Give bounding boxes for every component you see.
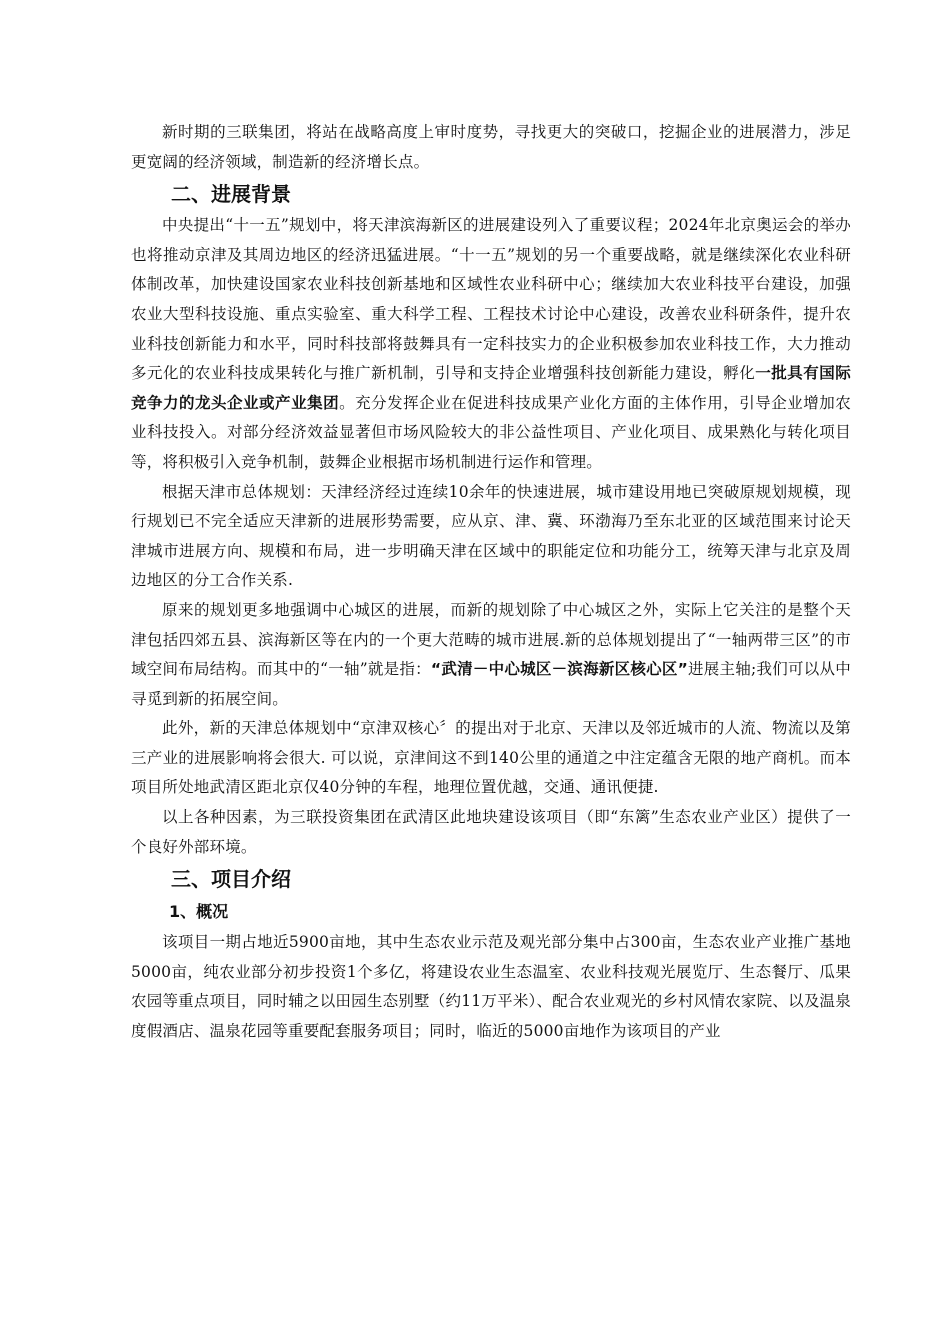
paragraph-intro-text: 新时期的三联集团，将站在战略高度上审时度势，寻找更大的突破口，挖掘企业的进展潜力，涉足更宽阔的经济领域，制造新的经济增长点。	[131, 123, 851, 171]
paragraph-environment-text: 以上各种因素，为三联投资集团在武清区此地块建设该项目（即“东篱”生态农业产业区）提供了一个良好外部环境。	[131, 808, 851, 856]
paragraph-background-policy-bold: 一批具有国际竞争力的龙头企业或产业集团	[131, 364, 851, 412]
paragraph-axis	[131, 596, 851, 714]
paragraph-overview-text: 该项目一期占地近5900亩地，其中生态农业示范及观光部分集中占300亩，生态农业产业推广基地5000亩，纯农业部分初步投资1个多亿，将建设农业生态温室、农业科技观光展览厅、生态餐厅、瓜果农园等重点项目，同时辅之以田园生态别墅（约11万平米）、配合农业观光的乡村风情农家院、以及温泉度假酒店、温泉花园等重要配套服务项目；同时，临近的5000亩地作为该项目的产业	[131, 933, 851, 1041]
paragraph-environment	[131, 803, 851, 862]
paragraph-tianjin-plan-text: 根据天津市总体规划：天津经济经过连续10余年的快速进展，城市建设用地已突破原规划规模，现行规划已不完全适应天津新的进展形势需要，应从京、津、冀、环渤海乃至东北亚的区域范围来讨论天津城市进展方向、规模和布局，进一步明确天津在区域中的职能定位和功能分工，统筹天津与北京及周边地区的分工合作关系.	[131, 482, 851, 590]
paragraph-axis-bold: “武清－中心城区－滨海新区核心区”	[430, 660, 688, 679]
paragraph-axis-text-b: 进展主轴;我们可以从中寻觅到新的拓展空间。	[131, 660, 851, 708]
heading-project-intro: 三、项目介绍	[171, 867, 291, 892]
paragraph-background-policy-text-a: 中央提出“十一五”规划中，将天津滨海新区的进展建设列入了重要议程；2024年北京奥运会的举办也将推动京津及其周边地区的经济迅猛进展。“十一五”规划的另一个重要战略，就是继续深化农业科研体制改革，加快建设国家农业科技创新基地和区域性农业科研中心；继续加大农业科技平台建设，加强农业大型科技设施、重点实验室、重大科学工程、工程技术讨论中心建设，改善农业科研条件，提升农业科技创新能力和水平，同时科技部将鼓舞具有一定科技实力的企业积极参加农业科技工作，大力推动多元化的农业科技成果转化与推广新机制，引导和支持企业增强科技创新能力建设，孵化	[131, 216, 851, 383]
paragraph-overview	[131, 928, 851, 1046]
paragraph-tianjin-plan	[131, 478, 851, 596]
heading-overview: 1、概况	[169, 902, 229, 922]
paragraph-axis-text-a: 原来的规划更多地强调中心城区的进展，而新的规划除了中心城区之外，实际上它关注的是整个天津包括四郊五县、滨海新区等在内的一个更大范畴的城市进展.新的总体规划提出了“一轴两带三区”的市域空间布局结构。而其中的“一轴”就是指：	[131, 600, 851, 679]
paragraph-intro	[131, 118, 851, 177]
paragraph-background-policy	[131, 211, 851, 477]
document-body	[131, 118, 851, 1047]
paragraph-background-policy-text-b: 。充分发挥企业在促进科技成果产业化方面的主体作用，引导企业增加农业科技投入。对部分经济效益显著但市场风险较大的非公益性项目、产业化项目、成果熟化与转化项目等，将积极引入竞争机制，鼓舞企业根据市场机制进行运作和管理。	[131, 393, 851, 471]
heading-background: 二、进展背景	[171, 182, 291, 207]
paragraph-dual-core-text: 此外，新的天津总体规划中“京津双核心〞的提出对于北京、天津以及邻近城市的人流、物流以及第三产业的进展影响将会很大. 可以说，京津间这不到140公里的通道之中注定蕴含无限的地产商机。而本项目所处地武清区距北京仅40分钟的车程，地理位置优越，交通、通讯便捷.	[131, 719, 851, 797]
paragraph-dual-core	[131, 714, 851, 803]
